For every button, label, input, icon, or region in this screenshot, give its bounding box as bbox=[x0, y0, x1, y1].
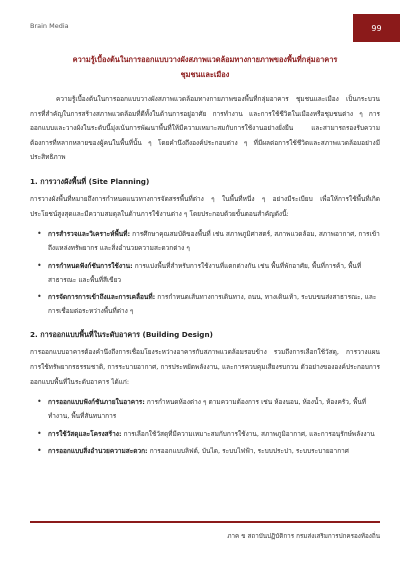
bullet-text: การแบ่งพื้นที่สำหรับการใช้งานที่แตกต่างกัน เช่น พื้นที่พักอาศัย, พื้นที่การค้า, พื้นที่สาธารณะ และพื้นที่สีเขียว bbox=[48, 261, 362, 284]
bullet-list bbox=[30, 227, 380, 318]
footer-divider bbox=[30, 521, 380, 523]
section-site-planning bbox=[30, 177, 380, 318]
intro-paragraph: ความรู้เบื้องต้นในการออกแบบวางผังสภาพแวดล้อมทางกายภาพของพื้นที่กลุ่มอาคาร ชุมชนและเมือง เป็นกระบวนการที่สำคัญในการสร้างสภาพแวดล้อมที่ดีทั้งในด้านการอยู่อาศัย การทำงาน และการใช้ชีวิตในเมืองหรือชุมชนต่าง ๆ การออกแบบและวางผังในระดับนี้มุ่งเน้นการพัฒนาพื้นที่ให้มีความเหมาะสมกับการใช้งานอย่างยั่งยืน และสามารถรองรับความต้องการที่หลากหลายของผู้คนในพื้นที่นั้น ๆ โดยคำนึงถึงองค์ประกอบต่าง ๆ ที่มีผลต่อการใช้ชีวิตและสภาพแวดล้อมอย่างมีประสิทธิภาพ bbox=[30, 95, 380, 162]
page-number-badge: 99 bbox=[353, 14, 400, 42]
section-heading: 2. การออกแบบพื้นที่ในระดับอาคาร (Building Design) bbox=[30, 330, 213, 340]
list-item bbox=[48, 427, 380, 441]
bullet-text: การกำหนดเส้นทางการเดินทาง, ถนน, ทางเดินเท้า, ระบบขนส่งสาธารณะ, และการเชื่อมต่อระหว่างพื้นที่ต่าง ๆ bbox=[48, 292, 377, 316]
section-building-design bbox=[30, 330, 380, 458]
footer-text: ภาค ข สถาบันปฏิบัติการ กรมส่งเสริมการปกครองท้องถิ่น bbox=[227, 533, 380, 540]
bullet-term: การออกแบบสิ่งอำนวยความสะดวก: bbox=[48, 446, 148, 455]
page-title bbox=[30, 52, 380, 82]
title-line-2: ชุมชนและเมือง bbox=[180, 70, 230, 79]
document-body bbox=[30, 50, 380, 461]
section-heading: 1. การวางผังพื้นที่ (Site Planning) bbox=[30, 176, 150, 186]
bullet-text: การกำหนดห้องต่าง ๆ ตามความต้องการ เช่น ห้องนอน, ห้องน้ำ, ห้องครัว, พื้นที่ทำงาน, พื้นที่สันทนาการ bbox=[48, 398, 367, 421]
bullet-term: การกำหนดฟังก์ชันการใช้งาน: bbox=[48, 261, 133, 270]
list-item bbox=[48, 227, 380, 255]
bullet-term: การออกแบบฟังก์ชันภายในอาคาร: bbox=[48, 398, 145, 407]
brand-label: Brain Media bbox=[30, 22, 69, 30]
bullet-text: การออกแบบลิฟต์, บันได, ระบบไฟฟ้า, ระบบประปา, ระบบระบายอากาศ bbox=[147, 446, 349, 455]
list-item bbox=[48, 395, 380, 423]
bullet-term: การจัดการการเข้าถึงและการเคลื่อนที่: bbox=[48, 292, 156, 301]
title-line-1: ความรู้เบื้องต้นในการออกแบบวางผังสภาพแวดล้อมทางกายภาพของพื้นที่กลุ่มอาคาร bbox=[72, 55, 338, 64]
bullet-term: การสำรวจและวิเคราะห์พื้นที่: bbox=[48, 230, 131, 239]
list-item bbox=[48, 444, 380, 458]
bullet-term: การใช้วัสดุและโครงสร้าง: bbox=[48, 429, 122, 438]
section-paragraph: การวางผังพื้นที่หมายถึงการกำหนดแนวทางการจัดสรรพื้นที่ต่าง ๆ ในพื้นที่หนึ่ง ๆ อย่างมีระเบียบ เพื่อให้การใช้พื้นที่เกิดประโยชน์สูงสุดและมีความสมดุลในด้านการใช้งานต่าง ๆ โดยประกอบด้วยขั้นตอนสำคัญดังนี้: bbox=[30, 194, 380, 218]
bullet-text: การเลือกใช้วัสดุที่มีความเหมาะสมกับการใช้งาน, สภาพภูมิอากาศ, และการอนุรักษ์พลังงาน bbox=[121, 429, 375, 438]
bullet-text: การศึกษาคุณสมบัติของพื้นที่ เช่น สภาพภูมิศาสตร์, สภาพแวดล้อม, สภาพอากาศ, การเข้าถึงแหล่งทรัพยากร และสิ่งอำนวยความสะดวกต่าง ๆ bbox=[48, 230, 380, 253]
list-item bbox=[48, 290, 380, 318]
bullet-list bbox=[30, 395, 380, 458]
list-item bbox=[48, 259, 380, 287]
section-paragraph: การออกแบบอาคารต้องคำนึงถึงการเชื่อมโยงระหว่างอาคารกับสภาพแวดล้อมรอบข้าง รวมถึงการเลือกใช้วัสดุ, การวางแผนการใช้ทรัพยากรธรรมชาติ, การระบายอากาศ, การประหยัดพลังงาน, และการควบคุมเสียงรบกวน ตัวอย่างขององค์ประกอบการออกแบบพื้นที่ในระดับอาคาร ได้แก่: bbox=[30, 348, 380, 386]
